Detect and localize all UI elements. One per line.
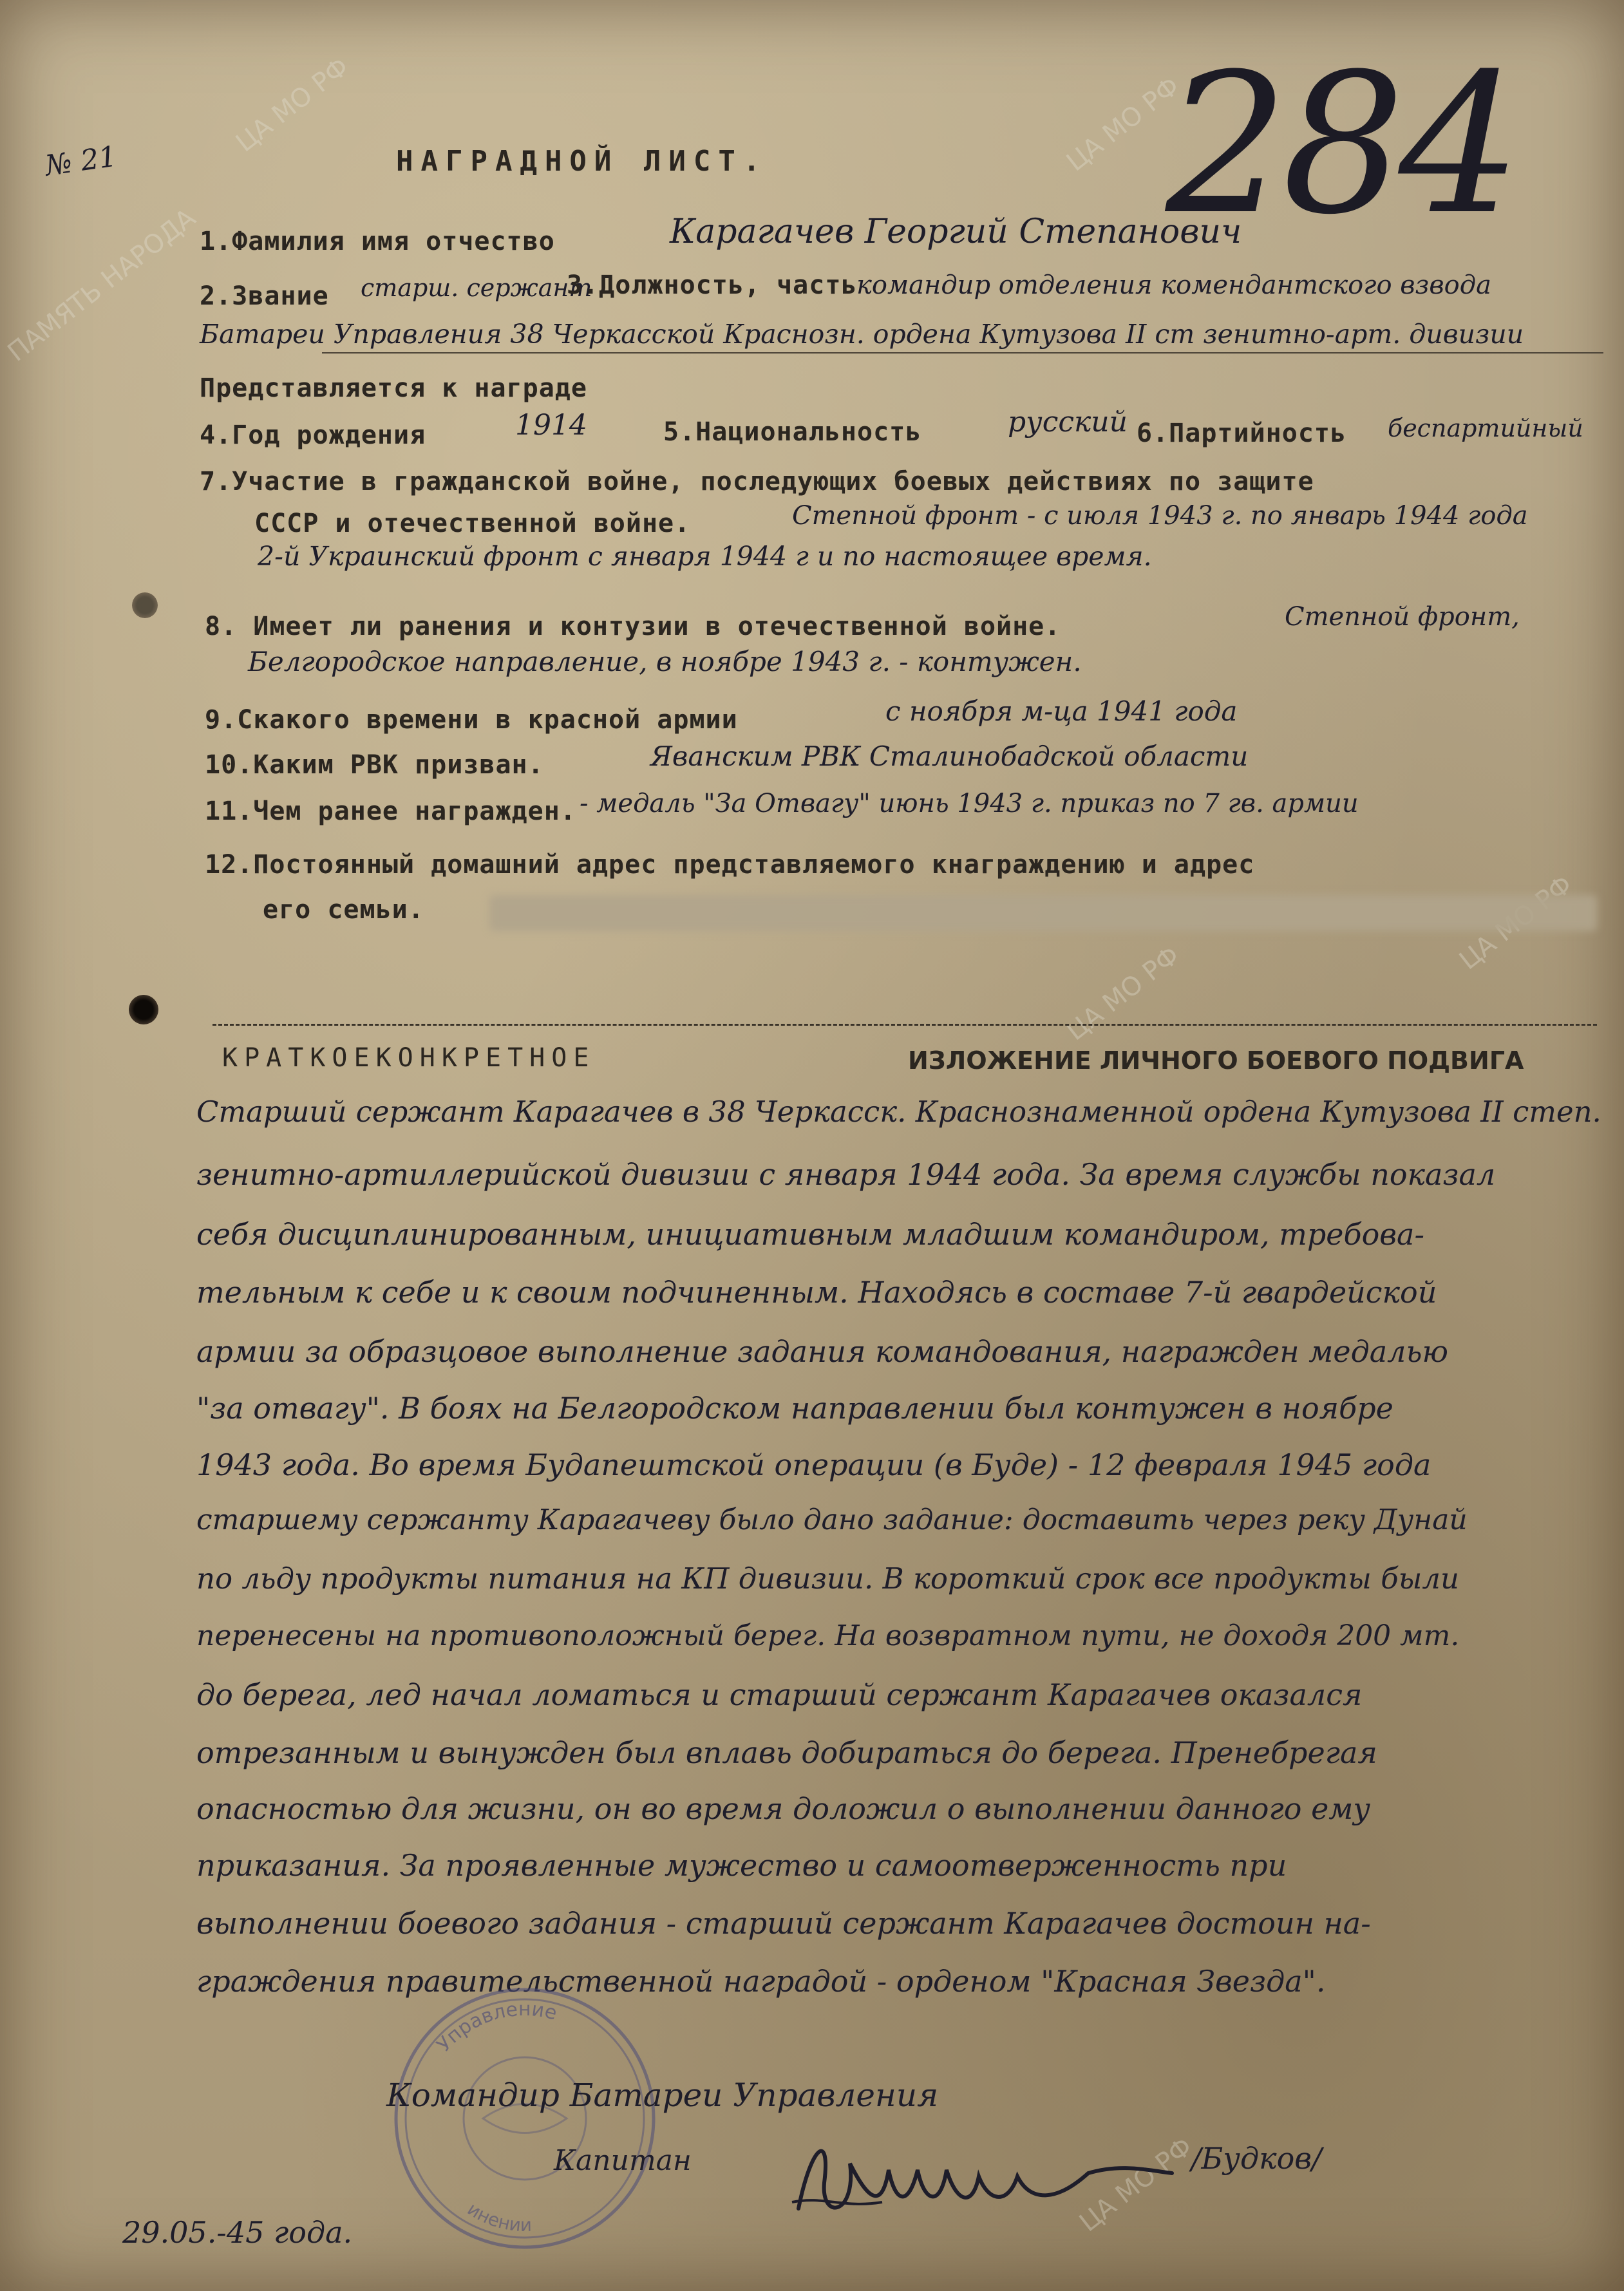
field-5-label: 5.Национальность <box>663 417 922 447</box>
narrative-line: 1943 года. Во время Будапештской операции (в Буде) - 12 февраля 1945 года <box>196 1447 1431 1482</box>
field-7-label-cont: СССР и отечественной войне. <box>254 509 691 538</box>
field-1-value: Карагачев Георгий Степанович <box>670 212 1242 251</box>
narrative-line: старшему сержанту Карагачеву было дано задание: доставить через реку Дунай <box>196 1504 1468 1536</box>
field-8-value-cont: Белгородское направление, в ноябре 1943 г. - контужен. <box>248 646 1082 677</box>
narrative-line: приказания. За проявленные мужество и самоотверженность при <box>196 1848 1287 1883</box>
archive-number: 284 <box>1166 32 1515 257</box>
field-7-value-cont: 2-й Украинский фронт с января 1944 г и по настоящее время. <box>258 541 1152 572</box>
official-stamp <box>386 1980 663 2257</box>
watermark: ПАМЯТЬ НАРОДА <box>2 203 202 368</box>
stamp-text-top: Управление <box>432 1997 560 2057</box>
svg-text:Управление <box>433 1998 560 2056</box>
narrative-line: граждения правительственной наградой - орденом "Красная Звезда". <box>196 1964 1326 1999</box>
field-2-value: старш. сержант <box>361 274 592 302</box>
watermark: ЦА МО РФ <box>1061 940 1185 1047</box>
narrative-line: "за отвагу". В боях на Белгородском направлении был контужен в ноябре <box>196 1391 1393 1426</box>
field-4-value: 1914 <box>515 409 587 442</box>
field-9-value: с ноября м-ца 1941 года <box>885 695 1238 727</box>
field-3-value: командир отделения комендантского взвода <box>856 270 1491 300</box>
field-6-label: 6.Партийность <box>1137 419 1347 448</box>
field-11-label: 11.Чем ранее награжден. <box>205 797 576 826</box>
field-8-value: Степной фронт, <box>1285 602 1520 632</box>
section-divider <box>212 1024 1597 1026</box>
section-heading-left: КРАТКОЕКОНКРЕТНОЕ <box>222 1043 596 1073</box>
field-9-label: 9.Скакого времени в красной армии <box>205 705 738 735</box>
field-3-value-cont: Батареи Управления 38 Черкасской Краснозн. ордена Кутузова II ст зенитно-арт. дивизии <box>200 319 1524 350</box>
narrative-line: отрезанным и вынужден был вплавь добираться до берега. Пренебрегая <box>196 1735 1377 1770</box>
field-6-value: беспартийный <box>1388 414 1583 442</box>
signature-name: /Будков/ <box>1191 2141 1322 2176</box>
stamp-text-bottom: инении <box>463 2198 533 2236</box>
watermark: ЦА МО РФ <box>1073 2131 1198 2238</box>
handwritten-signature <box>786 2106 1185 2234</box>
narrative-line: тельным к себе и к своим подчиненным. Находясь в составе 7-й гвардейской <box>196 1275 1437 1310</box>
field-3-underline <box>322 352 1603 354</box>
narrative-line: выполнении боевого задания - старший сержант Карагачев достоин на- <box>196 1906 1371 1941</box>
narrative-line: опасностью для жизни, он во время доложил о выполнении данного ему <box>196 1791 1371 1826</box>
watermark: ЦА МО РФ <box>1061 71 1185 178</box>
field-3-label: 3.Должность, часть <box>567 270 858 300</box>
field-1-label: 1.Фамилия имя отчество <box>200 227 555 256</box>
document-title: НАГРАДНОЙ ЛИСТ. <box>396 145 768 178</box>
signature-rank: Капитан <box>554 2144 692 2177</box>
field-12-label: 12.Постоянный домашний адрес представляемого кнаграждению и адрес <box>205 850 1255 880</box>
signature-title: Командир Батареи Управления <box>386 2077 939 2114</box>
watermark: ЦА МО РФ <box>230 52 355 158</box>
field-8-label: 8. Имеет ли ранения и контузии в отечественной войне. <box>205 612 1061 641</box>
punch-hole <box>132 592 158 618</box>
narrative-line: себя дисциплинированным, инициативным младшим командиром, требова- <box>196 1217 1425 1252</box>
narrative-line: перенесены на противоположный берег. На возвратном пути, не доходя 200 мт. <box>196 1619 1460 1652</box>
corner-mark: № 21 <box>42 140 119 183</box>
narrative-line: по льду продукты питания на КП дивизии. В короткий срок все продукты были <box>196 1561 1459 1596</box>
redacted-address <box>489 895 1597 931</box>
signature-date: 29.05.-45 года. <box>122 2215 353 2250</box>
svg-text:инении <box>464 2198 532 2236</box>
punch-hole <box>129 995 158 1024</box>
field-7-label: 7.Участие в гражданской войне, последующих боевых действиях по защите <box>200 467 1314 496</box>
narrative-line: зенитно-артиллерийской дивизии с января 1944 года. За время службы показал <box>196 1157 1496 1192</box>
narrative-line: армии за образцовое выполнение задания командования, награжден медалью <box>196 1334 1448 1369</box>
field-12-label-cont: его семьи. <box>263 895 424 925</box>
presented-label: Представляется к награде <box>200 373 587 403</box>
field-4-label: 4.Год рождения <box>200 420 426 450</box>
field-5-value: русский <box>1008 406 1128 438</box>
field-7-value: Степной фронт - с июля 1943 г. по январь 1944 года <box>792 501 1528 531</box>
section-heading-right: ИЗЛОЖЕНИЕ ЛИЧНОГО БОЕВОГО ПОДВИГА <box>908 1046 1524 1075</box>
field-10-label: 10.Каким РВК призван. <box>205 750 544 780</box>
field-11-value: - медаль "За Отвагу" июнь 1943 г. приказ по 7 гв. армии <box>580 789 1359 818</box>
narrative-line: Старший сержант Карагачев в 38 Черкасск. Краснознаменной ордена Кутузова II степ. <box>196 1095 1601 1129</box>
narrative-line: до берега, лед начал ломаться и старший сержант Карагачев оказался <box>196 1677 1363 1712</box>
field-2-label: 2.Звание <box>200 281 329 311</box>
field-10-value: Яванским РВК Сталинобадской области <box>650 740 1249 772</box>
